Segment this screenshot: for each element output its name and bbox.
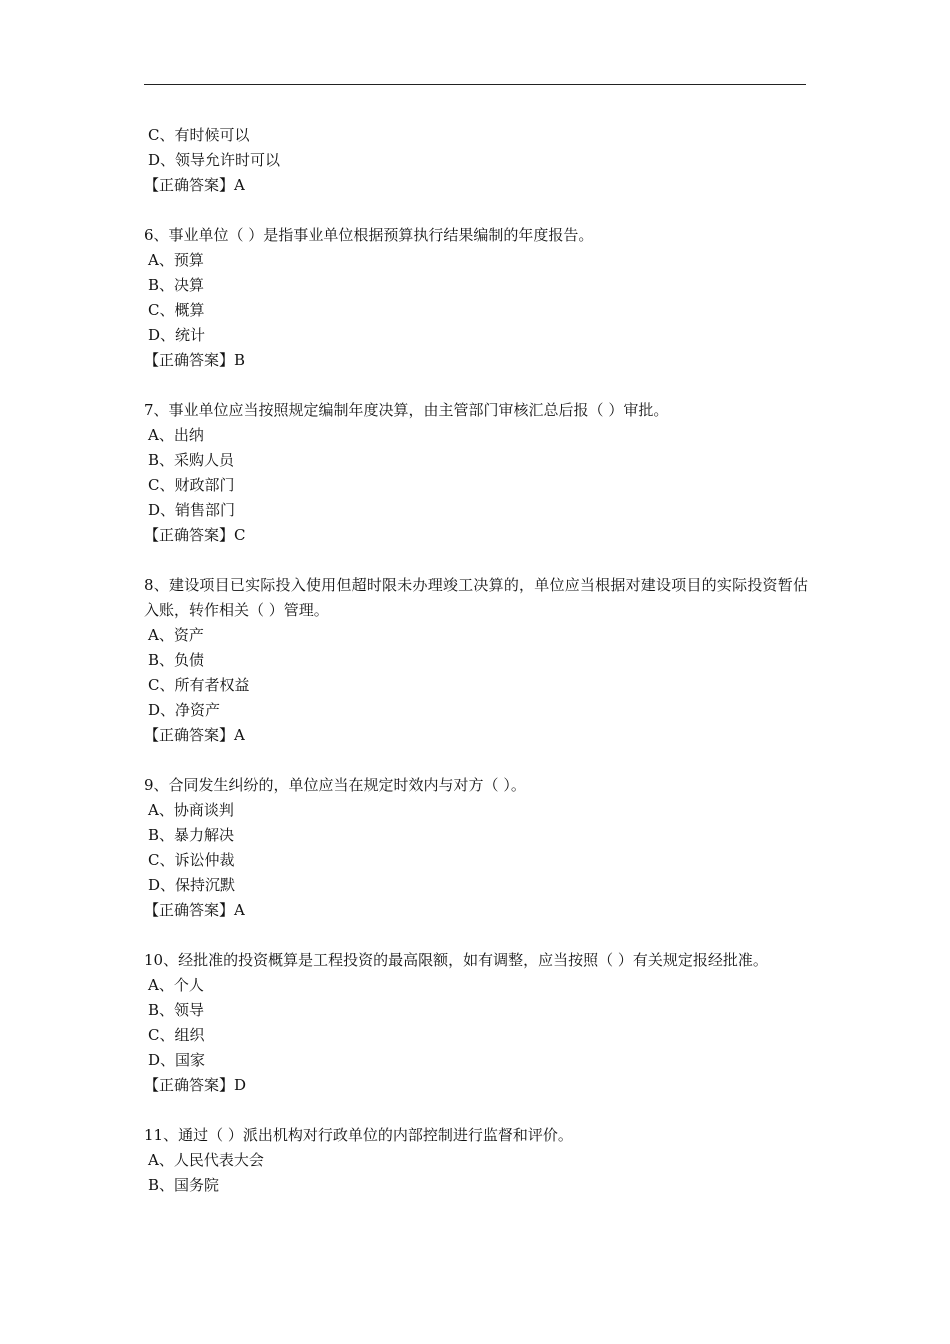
correct-answer: 【正确答案】A [144, 726, 245, 744]
option-a: A、协商谈判 [148, 801, 234, 819]
option-c: C、所有者权益 [148, 676, 250, 694]
option-d: D、领导允许时可以 [148, 151, 281, 169]
question-9 [144, 773, 808, 923]
option-b: B、采购人员 [148, 451, 235, 469]
option-b: B、负债 [148, 651, 205, 669]
option-b: B、暴力解决 [148, 826, 235, 844]
correct-answer: 【正确答案】B [144, 351, 246, 369]
correct-answer: 【正确答案】A [144, 901, 245, 919]
option-a: A、人民代表大会 [148, 1151, 264, 1169]
question-11 [144, 1123, 808, 1198]
option-b: B、决算 [148, 276, 205, 294]
question-10 [144, 948, 808, 1098]
question-stem: 11、通过（ ）派出机构对行政单位的内部控制进行监督和评价。 [144, 1126, 573, 1144]
header-rule [144, 84, 806, 85]
question-8 [144, 573, 808, 748]
option-a: A、个人 [148, 976, 204, 994]
option-d: D、销售部门 [148, 501, 236, 519]
option-d: D、国家 [148, 1051, 206, 1069]
option-a: A、预算 [148, 251, 204, 269]
question-stem: 8、建设项目已实际投入使用但超时限未办理竣工决算的，单位应当根据对建设项目的实际投资暂估入账，转作相关（ ）管理。 [144, 576, 808, 619]
question-stem: 6、事业单位（ ）是指事业单位根据预算执行结果编制的年度报告。 [144, 226, 594, 244]
question-stem: 10、经批准的投资概算是工程投资的最高限额，如有调整，应当按照（ ）有关规定报经批准。 [144, 951, 768, 969]
option-d: D、统计 [148, 326, 206, 344]
option-c: C、概算 [148, 301, 205, 319]
option-d: D、净资产 [148, 701, 221, 719]
question-5-continuation [144, 123, 808, 198]
option-c: C、财政部门 [148, 476, 235, 494]
question-stem: 7、事业单位应当按照规定编制年度决算，由主管部门审核汇总后报（ ）审批。 [144, 401, 669, 419]
correct-answer: 【正确答案】A [144, 176, 245, 194]
option-c: C、诉讼仲裁 [148, 851, 235, 869]
option-b: B、领导 [148, 1001, 205, 1019]
question-6 [144, 223, 808, 373]
option-c: C、有时候可以 [148, 126, 250, 144]
question-7 [144, 398, 808, 548]
correct-answer: 【正确答案】C [144, 526, 246, 544]
option-a: A、出纳 [148, 426, 204, 444]
option-d: D、保持沉默 [148, 876, 236, 894]
option-a: A、资产 [148, 626, 204, 644]
option-c: C、组织 [148, 1026, 205, 1044]
option-b: B、国务院 [148, 1176, 220, 1194]
question-stem: 9、合同发生纠纷的，单位应当在规定时效内与对方（ ）。 [144, 776, 526, 794]
correct-answer: 【正确答案】D [144, 1076, 247, 1094]
question-list [144, 123, 808, 1198]
